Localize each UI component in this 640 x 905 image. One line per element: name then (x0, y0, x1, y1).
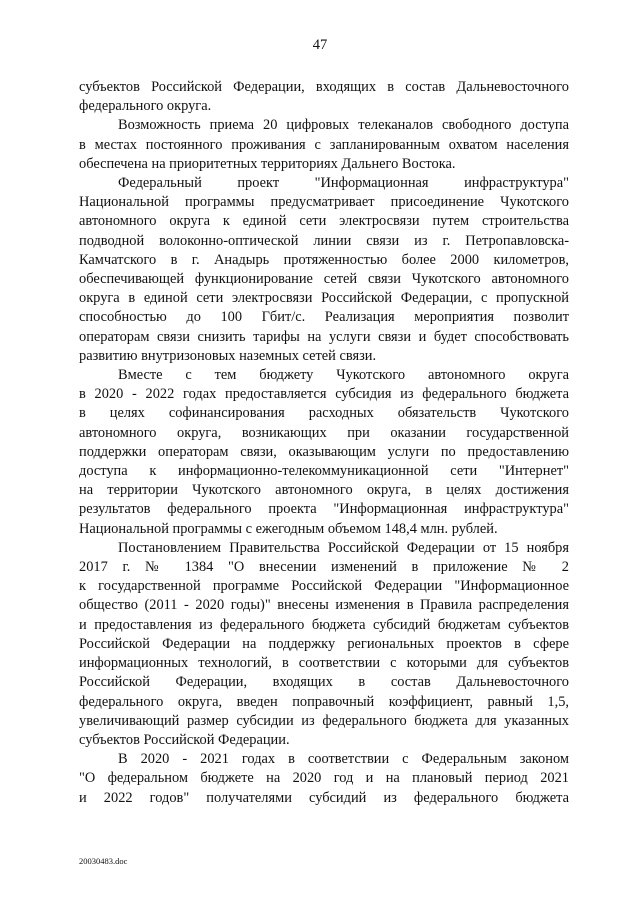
text-line: 2017 г. № 1384 "О внесении изменений в приложение № 2 (79, 559, 569, 576)
text-line: Постановлением Правительства Российской Федерации от 15 ноября (118, 539, 569, 556)
text-line: поддержки операторам связи, оказывающим услуги по предоставлению (79, 443, 569, 460)
text-line: и предоставления из федерального бюджета субсидий бюджетам субъектов (79, 616, 569, 633)
document-file-name: 20030483.doc (79, 856, 128, 866)
text-line: в местах постоянного проживания с запланированным охватом населения (79, 136, 569, 153)
paragraph-4 (79, 366, 569, 539)
text-line: доступа к информационно-телекоммуникационной сети "Интернет" (79, 463, 569, 480)
text-line: федерального округа. (79, 98, 212, 115)
text-line: способностью до 100 Гбит/с. Реализация мероприятия позволит (79, 309, 569, 326)
text-line: субъектов Российской Федерации. (79, 731, 290, 748)
text-line: общество (2011 - 2020 годы)" внесены изменения в Правила распределения (79, 597, 569, 614)
text-line: результатов федерального проекта "Информационная инфраструктура" (79, 501, 569, 518)
paragraph-1 (79, 78, 569, 116)
text-line: операторам связи снизить тарифы на услуги связи и будет способствовать (79, 328, 569, 345)
text-line: на территории Чукотского автономного округа, в целях достижения (79, 482, 569, 499)
text-line: в 2020 - 2022 годах предоставляется субсидия из федерального бюджета (79, 386, 569, 403)
text-line: увеличивающий размер субсидии из федерального бюджета для указанных (79, 712, 569, 729)
text-line: информационных технологий, в соответствии с которыми для субъектов (79, 655, 569, 672)
paragraph-3 (79, 174, 569, 366)
text-line: Возможность приема 20 цифровых телеканалов свободного доступа (118, 117, 569, 134)
text-line: "О федеральном бюджете на 2020 год и на плановый период 2021 (79, 770, 569, 787)
text-line: Национальной программы предусматривает присоединение Чукотского (79, 194, 569, 211)
text-line: Национальной программы с ежегодным объемом 148,4 млн. рублей. (79, 520, 498, 537)
paragraph-5 (79, 539, 569, 750)
text-line: федерального округа, введен поправочный коэффициент, равный 1,5, (79, 693, 569, 710)
text-line: в целях софинансирования расходных обязательств Чукотского (79, 405, 569, 422)
text-line: Российской Федерации на поддержку региональных проектов в сфере (79, 635, 569, 652)
text-line: Вместе с тем бюджету Чукотского автономного округа (118, 367, 569, 384)
paragraph-2 (79, 116, 569, 174)
page-number: 47 (312, 37, 328, 53)
text-line: В 2020 - 2021 годах в соответствии с Федеральным законом (118, 751, 569, 768)
text-line: субъектов Российской Федерации, входящих в состав Дальневосточного (79, 79, 569, 95)
text-line: и 2022 годов" получателями субсидий из федерального бюджета (79, 789, 569, 806)
text-line: обеспечена на приоритетных территориях Дальнего Востока. (79, 155, 456, 172)
text-line: подводной волоконно-оптической линии связи из г. Петропавловска- (79, 232, 569, 249)
document-body (79, 78, 569, 808)
text-line: автономного округа, возникающих при оказании государственной (79, 424, 569, 441)
text-line: к государственной программе Российской Федерации "Информационное (79, 578, 569, 595)
text-line: обеспечивающей функционирование сетей связи Чукотского автономного (79, 271, 569, 288)
text-line: Российской Федерации, входящих в состав Дальневосточного (79, 674, 569, 691)
text-line: развитию внутризоновых наземных сетей связи. (79, 347, 377, 364)
text-line: Камчатского в г. Анадырь протяженностью более 2000 километров, (79, 251, 569, 268)
text-line: автономного округа к единой сети электросвязи путем строительства (79, 213, 569, 230)
text-line: Федеральный проект "Информационная инфраструктура" (118, 175, 569, 192)
paragraph-6 (79, 750, 569, 808)
text-line: округа в единой сети электросвязи Российской Федерации, с пропускной (79, 290, 569, 307)
